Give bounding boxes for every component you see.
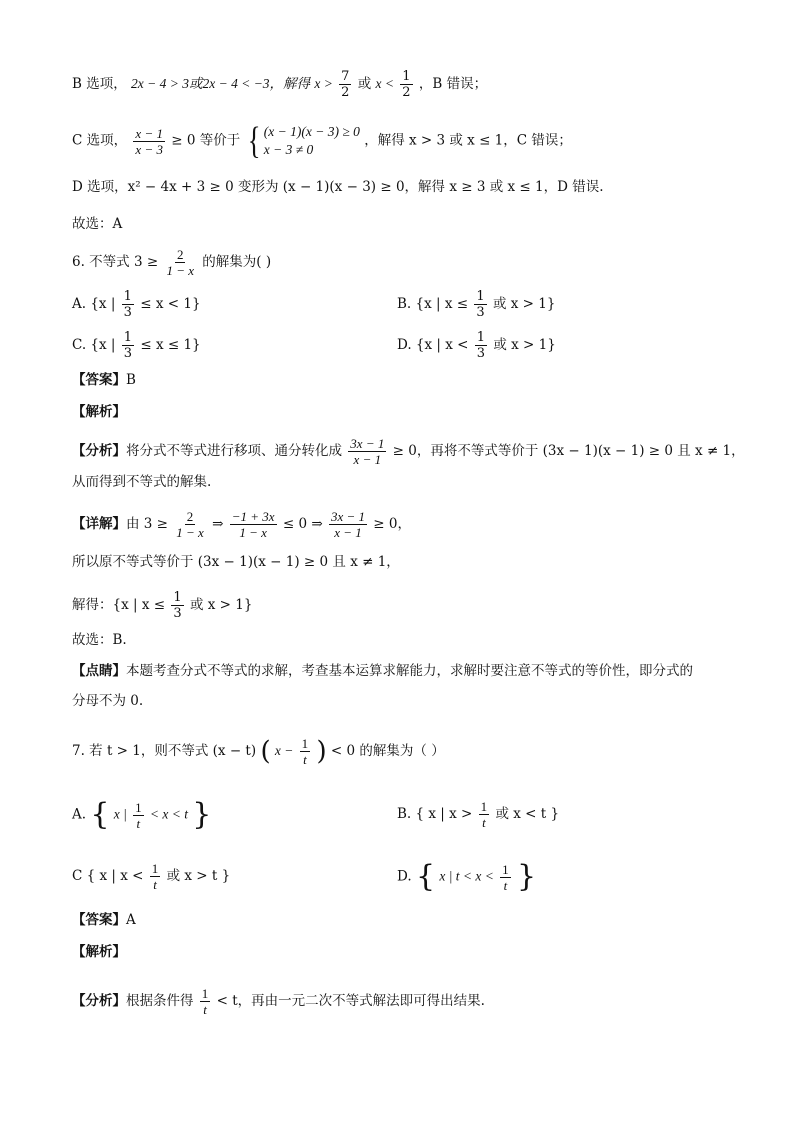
frac-2-1mx: $\frac{2}{1 - x}$ (176, 509, 204, 540)
fenxi7-post: < t，再由一元二次不等式解法即可得出结果. (216, 993, 485, 1009)
frac-1-t: $\frac{1}{t}$ (201, 986, 209, 1017)
c-option-label: C 选项， (72, 132, 128, 149)
choose-a-line (72, 214, 122, 234)
q7-answer (72, 910, 136, 930)
b-option-label: B 选项， (72, 76, 127, 92)
fenxi-label-7: 【分析】 (72, 993, 126, 1009)
q7-a-post: < x < t (149, 806, 188, 822)
q6-c-post: ≤ x ≤ 1} (140, 337, 201, 353)
frac-1-t: $\frac{1}{t}$ (135, 799, 142, 831)
fenxi6-mid: ≥ 0，再将不等式等价于 (3x − 1)(x − 1) ≥ 0 且 x ≠ 1， (392, 443, 745, 459)
q6-a-post: ≤ x < 1} (140, 296, 201, 312)
q6-a-pre: A. {x | (72, 296, 116, 312)
q7-inner: x − (274, 743, 294, 758)
frac-1-3: $\frac{1}{3}$ (123, 330, 133, 361)
q6-dianjing-cont (72, 691, 143, 711)
q6-so-line (72, 552, 400, 572)
q6-b-pre: B. {x | x ≤ (397, 296, 469, 312)
analysis-label-7: 【解析】 (72, 944, 126, 960)
answer-value-7: A (126, 912, 136, 928)
q7-a-x: x | (113, 806, 127, 822)
dianjing-label: 【点睛】 (72, 663, 126, 679)
frac-x1-x3: $\frac{x - 1}{x - 3}$ (135, 125, 163, 157)
q7-d-x: x | t < x < (439, 868, 494, 884)
q6-xiangjie (72, 510, 411, 539)
frac-1-t: $\frac{1}{t}$ (480, 799, 488, 830)
xiangjie-mid: ≤ 0 ⇒ (282, 516, 323, 532)
q7-pre: 7. 若 t > 1，则不等式 (x − t) (72, 743, 257, 759)
q6-c-pre: C. {x | (72, 337, 116, 353)
q6-option-c (72, 331, 201, 360)
dianjing-cont: 分母不为 0. (72, 693, 144, 709)
c-system: { (x − 1)(x − 3) ≥ 0 x − 3 ≠ 0 (247, 120, 360, 162)
frac-1-3: $\frac{1}{3}$ (123, 289, 132, 320)
q6-dianjing (72, 661, 693, 681)
frac-2-1mx: $\frac{2}{1 - x}$ (166, 247, 194, 278)
q6-fenxi (72, 437, 745, 466)
frac-1-2: $\frac{1}{2}$ (402, 69, 411, 100)
xiangjie-end: ≥ 0， (373, 516, 411, 532)
q6-d-post: 或 x > 1} (493, 337, 556, 353)
frac-1-t: $\frac{1}{t}$ (301, 736, 309, 767)
q7-d-pre: D. (397, 868, 412, 885)
solve-post: 或 x > 1} (189, 597, 253, 613)
q7-fenxi (72, 987, 485, 1016)
frac-1-t: $\frac{1}{t}$ (151, 861, 159, 892)
q6-option-a (72, 290, 201, 319)
dianjing-text: 本题考查分式不等式的求解，考查基本运算求解能力，求解时要注意不等式的等价性，即分式的 (126, 663, 693, 679)
q7-analysis-label (72, 942, 126, 962)
q6-answer (72, 370, 136, 390)
q6-d-pre: D. {x | x < (397, 337, 469, 353)
b-option-line (72, 70, 487, 99)
c-equiv: ≥ 0 等价于 (171, 132, 241, 149)
b-option-expr: 2x − 4 > 3或2x − 4 < −3，解得 (131, 76, 311, 91)
frac-1-t: $\frac{1}{t}$ (502, 861, 509, 893)
q6-stem (72, 248, 271, 277)
frac-1-3: $\frac{1}{3}$ (476, 289, 485, 320)
frac-neg1p3x-1mx: $\frac{-1 + 3x}{1 - x}$ (231, 509, 275, 540)
q6-pre: 6. 不等式 3 ≥ (72, 254, 159, 270)
frac-3x1-x1: $\frac{3x - 1}{x - 1}$ (330, 509, 365, 540)
q7-post: < 0 的解集为（ ） (330, 743, 445, 759)
c-sys-row-2: x − 3 ≠ 0 (263, 142, 314, 157)
fenxi-label: 【分析】 (72, 443, 126, 459)
q7-option-d: D. { x | t < x < $\frac{1}{t}$ } (397, 859, 537, 894)
b-res-x: x > (314, 76, 333, 91)
q7-option-b (397, 800, 559, 829)
q7-option-a: A. { x | $\frac{1}{t}$ < x < t } (72, 797, 212, 832)
q7-b-post: 或 x < t } (495, 806, 560, 822)
xiangjie-label: 【详解】 (72, 516, 126, 532)
frac-1-3: $\frac{1}{3}$ (476, 330, 486, 361)
d-option-line (72, 177, 604, 197)
b-res-x2: x < (375, 76, 394, 91)
q7-a-pre: A. (72, 806, 87, 823)
analysis-label: 【解析】 (72, 404, 126, 420)
so-text: 所以原不等式等价于 (3x − 1)(x − 1) ≥ 0 且 x ≠ 1， (72, 554, 400, 570)
answer-value: B (126, 372, 136, 388)
choose-a-text: 故选：A (72, 216, 123, 232)
b-tail: ，B 错误； (418, 76, 488, 92)
answer-label-7: 【答案】 (72, 912, 126, 928)
frac-1-3: $\frac{1}{3}$ (173, 590, 182, 621)
q7-option-c (72, 862, 230, 891)
choose-b-text: 故选：B. (72, 632, 127, 648)
frac-3x1-x1: $\frac{3x - 1}{x - 1}$ (350, 436, 385, 467)
q6-b-post: 或 x > 1} (492, 296, 556, 312)
answer-label: 【答案】 (72, 372, 126, 388)
frac-7-2: $\frac{7}{2}$ (341, 69, 350, 100)
xiangjie-pre: 由 3 ≥ (126, 516, 168, 532)
q7-b-pre: B. { x | x > (397, 806, 473, 822)
c-sys-row-1: (x − 1)(x − 3) ≥ 0 (263, 124, 360, 139)
q6-option-b (397, 290, 555, 319)
q7-c-post: 或 x > t } (166, 868, 231, 884)
c-option-line (72, 122, 572, 160)
fenxi6-pre: 将分式不等式进行移项、通分转化成 (126, 443, 342, 459)
b-res-or: 或 (357, 76, 372, 92)
c-tail: ，解得 x > 3 或 x ≤ 1，C 错误； (364, 132, 572, 149)
fenxi6-cont: 从而得到不等式的解集. (72, 474, 212, 490)
q6-fenxi-cont (72, 472, 211, 492)
q7-c-pre: C { x | x < (72, 868, 144, 884)
q6-analysis-label (72, 402, 126, 422)
solve-pre: 解得：{x | x ≤ (72, 597, 166, 613)
q6-post: 的解集为( ) (202, 254, 272, 270)
q6-choose-b (72, 630, 127, 650)
d-option-text: D 选项，x² − 4x + 3 ≥ 0 变形为 (x − 1)(x − 3) ≥ 0，解得 x ≥ 3 或 x ≤ 1，D 错误. (72, 179, 604, 195)
q7-stem: 7. 若 t > 1，则不等式 (x − t) ( x − $\frac{1}{t}$ ) < 0 的解集为（ ） (72, 736, 445, 767)
q6-option-d (397, 331, 556, 360)
fenxi7-pre: 根据条件得 (126, 993, 194, 1009)
q6-solve-line (72, 591, 252, 620)
implies-arrow: ⇒ (212, 516, 224, 532)
